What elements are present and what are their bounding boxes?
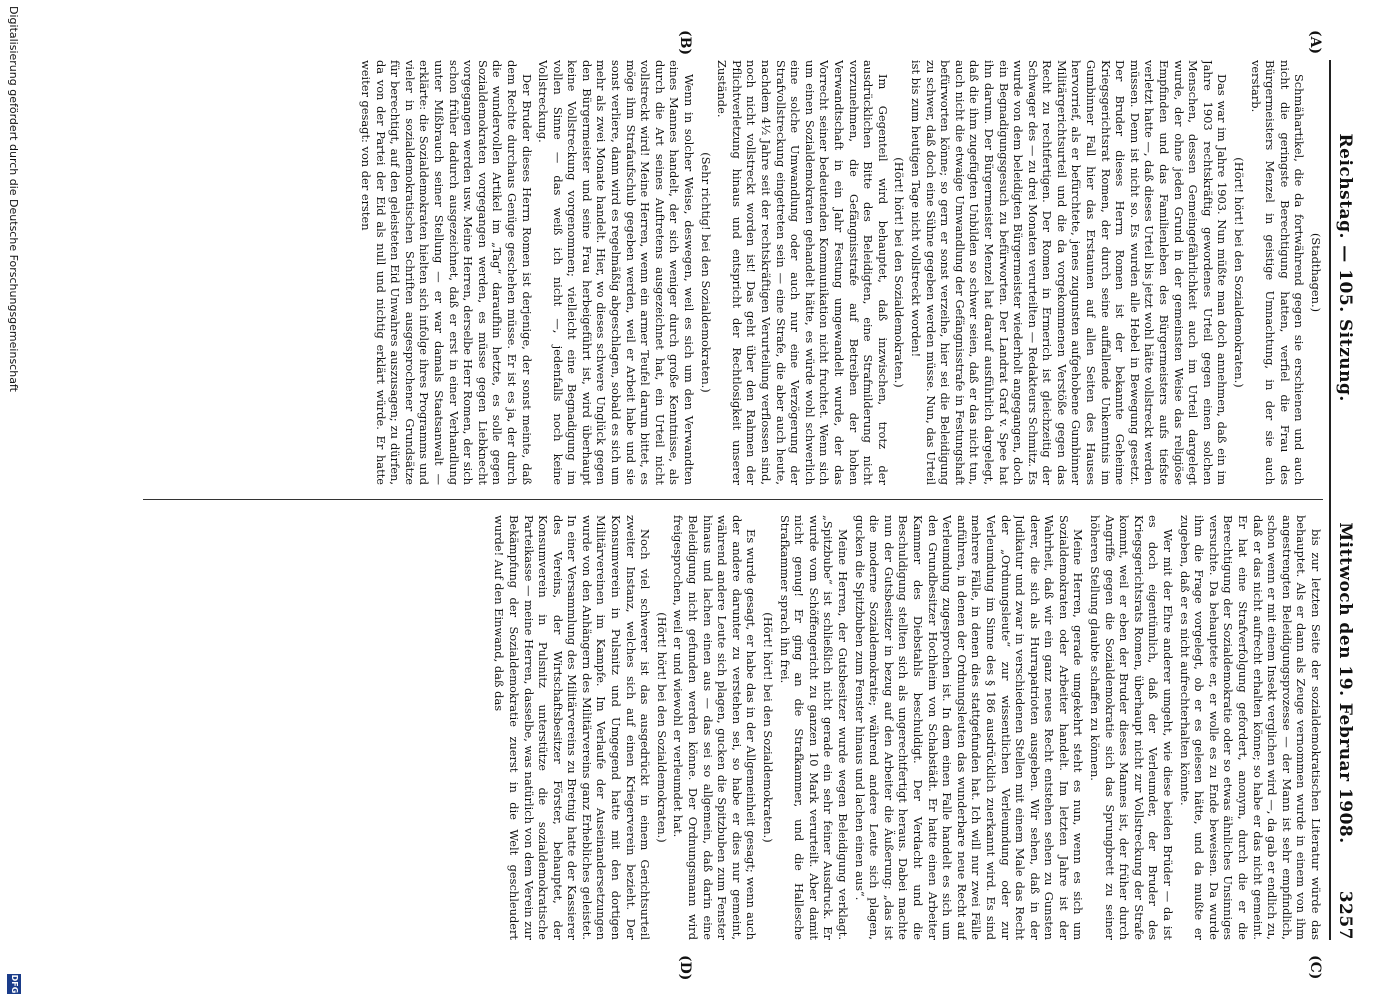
interjection: (Hört! hört! bei den Sozialdemokraten.) [654,612,669,843]
paragraph: Wer mit der Ehre anderer umgeht, wie diese beiden Brüder — da ist es doch eigentümlich, daß der Verleumder, der Bruder des Kriegsgerichtsrats Romen, überhaupt nicht zur Vollstreckung der Strafe kommt, weil er eben der Bruder dieses Mannes ist, der früher durch Angriffe gegen die Sozialdemokratie sich das Sprungbrett zu seiner höheren Stellung glaubte schaffen zu können. [1088,515,1176,940]
right-text-column [143,515,1323,940]
dfg-logo: DFG [7,974,21,994]
paragraph: Der Bruder dieses Herrn Romen ist derjenige, der sonst meinte, daß dem Rechte durchaus Genüge geschehen müsse. Er ist es ja, der durch die wundervollen Artikel im „Tag“ daraufhin hetzte, es solle gegen Sozialdemokraten vorgegangen werden, es müsse gegen Liebknecht vorgegangen werden usw. Meine Herren, derselbe Herr Romen, der sich schon früher dadurch ausgezeichnet, daß er erst in einer Verhandlung unter Mißbrauch seiner Stellung — er war damals Staatsanwalt — erklärte: die Sozialdemokraten hielten sich infolge ihres Programms und vieler in sozialdemokratischen Schriften ausgesprochener Grundsätze für berechtigt, auf den geleisteten Eid Unwahres auszusagen; zu dürfen, da von der Partei der Eid als null und nichtig erklärt würde. Er hatte weiter gesagt: von der ersten [359,60,534,485]
paragraph: Im Gegenteil wird behauptet, daß inzwischen, trotz der ausdrücklichen Bitte des Beleidigten, eine Strafmilderung nicht vorzunehmen, die Gefängnisstrafe auf Betreiben der hohen Verwandtschaft in ein Jahr Festung umgewandelt wurde, der das Vorrecht seiner bedeutenden Kommunikation nicht fruchtet. Wenn sich um einen Sozialdemokraten gehandelt hätte, es würde wohl schwerlich eine solche Umwandlung oder auch nur eine Verzögerung der Strafvollstreckung eingetreten sein — eine Strafe, die aber auch heute, nachdem 4½ Jahre seit der rechtskräftigen Verurteilung verflossen sind, noch nicht vollstreckt worden ist! Das geht über den Rahmen der Pflichtverletzung hinaus und entspricht der Rechtlosigkeit unserer Zustände. [715,60,890,485]
paragraph: Noch viel schwerer ist das ausgedrückt in einem Gerichtsurteil zweiter Instanz, welches sich auf einen Kriegerverein bezieht. Der Konsumverein in Pulsnitz und Umgegend hatte mit den dortigen Militärvereinen im Kampfe. Im Verlaufe der Auseinandersetzungen wurde von den Anhängern des Militärvereins ganz Erhebliches geleistet. In einer Versammlung des Militärvereins zu Bretnig hatte der Kassierer des Vereins, der Wirtschaftsbesitzer Förster, behauptet, der Konsumverein in Pulsnitz unterstütze die sozialdemokratische Parteikasse — meine Herren, dasselbe, was natürlich von dem Verein zur Bekämpfung der Sozialdemokratie zuerst in die Welt geschleudert wurde! Auf den Einwand, daß das [492,515,653,940]
funding-credit: Digitalisierung gefördert durch die Deutsche Forschungsgemeinschaft [7,6,21,392]
paragraph: Schmähartikel, die da fortwährend gegen sie erschienen und auch nicht die geringste Berechtigung hatten, verfiel die Frau des Bürgermeisters Menzel in geistige Umnachtung, in der sie auch verstarb. [1248,60,1307,485]
right-page-title: Mittwoch den 19. Februar 1908. [1335,522,1355,844]
page-header [1329,60,1359,940]
paragraph: Es wurde gesagt, er habe das in der Allgemeinheit gesagt; wenn auch der andere darunter zu verstehen sei, so habe er dies nur gemeint, während andere Leute sich plagen, gucken die Spitzbuben zum Fenster hinaus und lachen einen aus — das sei so allgemein, daß darin eine Beleidigung nicht gefunden werden könne. Der Ordnungsmann wird freigesprochen, weil er und wiewohl er verleumdet hat. [671,515,759,940]
margin-mark-c: (C) [1307,955,1323,980]
margin-mark-a: (A) [1307,30,1323,55]
paragraph: bis zur letzten Seite der sozialdemokratischen Literatur würde das behauptet. Als er dann als Zeuge vernommen wurde in einem von ihm angestrengten Beleidigungsprozesse — der Mann ist sehr empfindlich, schon wenn er mit einem Insekt verglichen wird —, da gab er endlich zu, daß er das nicht aufrecht erhalten könne; so habe er das nicht gemeint. Er hat eine Strafverfolgung gefordert, anonym, durch die er die Berechtigung der Sozialdemokratie oder so etwas ähnliches Unsinniges versuchte. Da behauptete er, er wolle es zu Ende beweisen. Da wurde ihm die Frage vorgelegt, ob er es gelesen hätte, und da mußte er zugeben, daß er es nicht aufrechterhalten könnte. [1177,515,1323,940]
interjection: (Sehr richtig! bei den Sozialdemokraten.) [698,152,713,393]
left-text-column [143,60,1323,485]
margin-mark-b: (B) [677,30,693,56]
margin-mark-d: (D) [677,955,693,981]
speaker-name: (Stadthagen.) [1309,232,1323,313]
interjection: (Hört! hört! bei den Sozialdemokraten.) [761,612,776,843]
paragraph: Meine Herren, der Gutsbesitzer wurde wegen Beleidigung verklagt. „Spitzbube“ ist schließlich nicht gerade ein sehr feiner Ausdruck. Er wurde vom Schöffengericht zu ganzen 10 Mark verurteilt. Aber damit nicht genug! Er ging an die Strafkammer, und die Hallesche Strafkammer sprach ihn frei. [777,515,850,940]
column-divider [143,499,1323,500]
page-number: 3257 [1335,890,1355,941]
interjection: (Hört! hört! bei den Sozialdemokraten.) [1232,157,1247,388]
paragraph: Das war im Jahre 1903. Nun müßte man doch annehmen, daß ein im Jahre 1903 rechtskräftig gewordenes Urteil gegen einen solchen Menschen, dessen Gemeingefährlichkeit auch im Urteil dargelegt wurde, der ohne jeden Grund in der gemeinsten Weise das religiöse Empfinden und das Familienleben des Bürgermeisters aufs tiefste verletzt hatte —, daß dieses Urteil bis jetzt wohl hätte vollstreckt werden müssen. Denn ist nicht so. Es wurden alle Hebel in Bewegung gesetzt. Der Bruder dieses Herrn Romen ist der bekannte Geheime Kriegsgerichtsrat Romen, der durch seine auffallende Unkenntnis im Gumbinner Fall hier das Erstaunen auf allen Seiten des Hauses hervorrief, als er befürchtete, jenes zugunsten aufgehobene Gumbinner Militärgerichtsurteil und die da vorgekommenen Verstöße gegen das Recht zu rechtfertigen. Der Romen in Ermerich ist gleichzeitig der Schwager des — zu drei Monaten verurteilten — Redakteurs Schmitz. Es wurde von dem beleidigten Bürgermeister wiederholt angegangen, doch ein Begnadigungsgesuch zu befürworten. Der Landrat Graf v. Spee hat ihn darum. Der Bürgermeister Menzel hat darauf ausführlich dargelegt, daß die ihm zugefügten Unbilden so schwer seien, daß er das nicht tun, auch nicht die etwaige Umwandlung der Gefängnisstrafe in Festungshaft befürworten könne; so gern er sonst verzeihe, hier sei die Beleidigung zu schwer, daß doch eine Sühne gegeben werden müsse. Nun, das Urteil ist bis zum heutigen Tage nicht vollstreckt worden! [908,60,1230,485]
paragraph: Wenn in solcher Weise, deswegen, weil es sich um den Verwandten eines Mannes handelt, der sich weniger durch große Kenntnisse, als durch die Art seines Auftretens ausgezeichnet hat, ein Urteil nicht vollstreckt wird! Meine Herren, wenn ein armer Teufel darum bittet, es möge ihm Strafaufschub gegeben werden, weil er Arbeit habe und sie sonst verliere, dann wird es regelmäßig abgeschlagen, sobald es sich um mehr als zwei Monate handelt. Hier, wo dieses schwere Unglück gegen den Bürgermeister und seine Frau herbeigeführt ist, wird überhaupt keine Vollstreckung vorgenommen; vielleicht eine Begnadigung im vollen Sinne — das weiß ich nicht —, jedenfalls noch keine Vollstreckung. [536,60,697,485]
left-page-title: Reichstag. — 105. Sitzung. [1335,133,1355,402]
digitization-footer [4,0,24,1000]
paragraph: Meine Herren, gerade umgekehrt steht es nun, wenn es sich um Sozialdemokraten oder Arbeiter handelt. Im letzten Jahre ist der Wahrheit, daß wir ein ganz neues Recht entstehen sehen zu Gunsten derer, die sich als Hurrapatrioten ausgeben. Wir sehen, daß in der Judikatur und zwar in verschiedenen Stellen mit einem Male das Recht der „Ordnungsleute“ zur wissentlichen Verleumdung oder zur Verleumdung im Sinne des § 186 ausdrücklich zuerkannt wird. Es sind mehrere Fälle, in denen dies stattgefunden hat. Ich will nur zwei Fälle anführen, in denen der Ordnungsleuten das wunderbare neue Recht auf Verleumdung zugesprochen ist. In dem einen Falle handelt es sich um den Grundbesitzer Hochheim von Schabstädt. Er hatte einen Arbeiter Kammer des Diebstahls beschuldigt. Der Verdacht und die Beschuldigung stellten sich als ungerechtfertigt heraus. Dabei machte nun der Gutsbesitzer in bezug auf den Arbeiter die Äußerung: „das ist die moderne Sozialdemokratie; während andere Leute sich plagen, gucken die Spitzbuben zum Fenster hinaus und lachen einen aus“. [852,515,1086,940]
interjection: (Hört! hört! bei den Sozialdemokraten.) [892,157,907,388]
